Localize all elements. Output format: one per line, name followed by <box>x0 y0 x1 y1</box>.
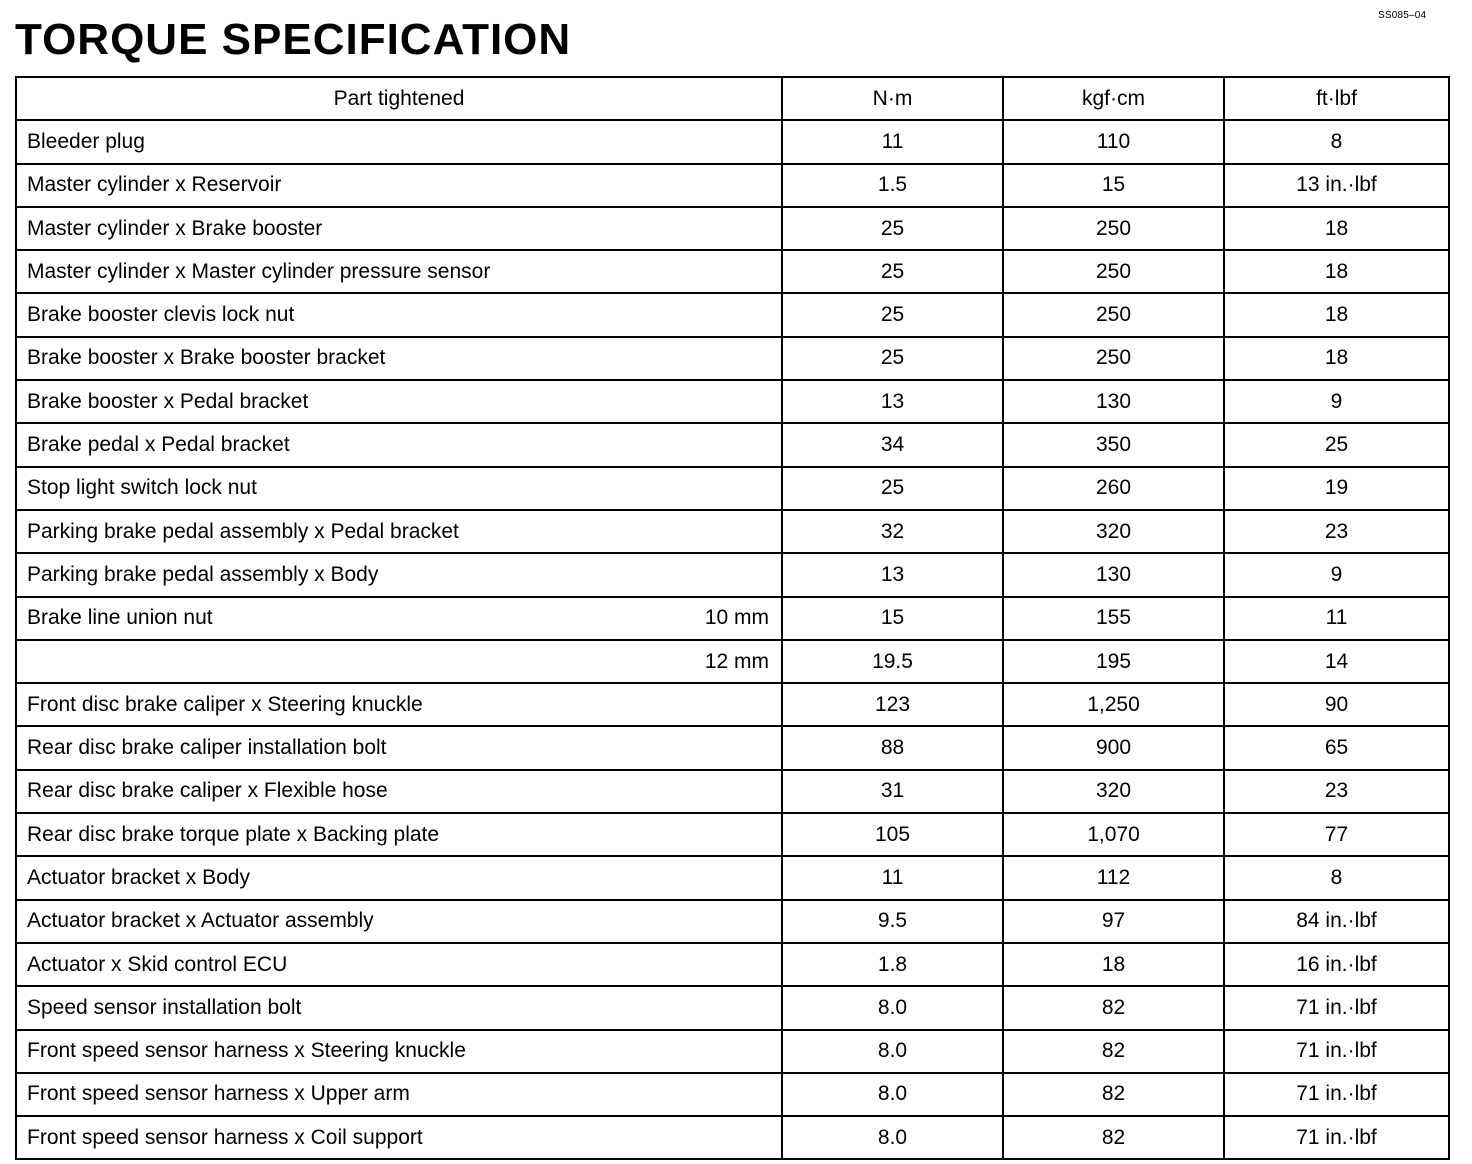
header-ft-lbf: ft·lbf <box>1224 77 1449 120</box>
part-name: Actuator x Skid control ECU <box>27 952 288 976</box>
ft-lbf-value: 23 <box>1224 770 1449 813</box>
table-row <box>16 900 1449 943</box>
table-row <box>16 423 1449 466</box>
kgf-cm-value: 320 <box>1003 510 1224 553</box>
part-cell <box>16 726 782 769</box>
ft-lbf-value: 14 <box>1224 640 1449 683</box>
part-cell <box>16 120 782 163</box>
ft-lbf-value: 8 <box>1224 120 1449 163</box>
newton-meter-value: 11 <box>782 856 1003 899</box>
table-row <box>16 726 1449 769</box>
ft-lbf-value: 18 <box>1224 207 1449 250</box>
table-row <box>16 597 1449 640</box>
part-name: Master cylinder x Master cylinder pressure sensor <box>27 259 491 283</box>
table-row <box>16 640 1449 683</box>
ft-lbf-value: 90 <box>1224 683 1449 726</box>
ft-lbf-value: 77 <box>1224 813 1449 856</box>
kgf-cm-value: 1,250 <box>1003 683 1224 726</box>
table-row <box>16 813 1449 856</box>
table-row <box>16 467 1449 510</box>
newton-meter-value: 25 <box>782 467 1003 510</box>
kgf-cm-value: 15 <box>1003 164 1224 207</box>
kgf-cm-value: 320 <box>1003 770 1224 813</box>
kgf-cm-value: 350 <box>1003 423 1224 466</box>
table-row <box>16 120 1449 163</box>
table-row <box>16 250 1449 293</box>
part-cell <box>16 1030 782 1073</box>
ft-lbf-value: 84 in.·lbf <box>1224 900 1449 943</box>
newton-meter-value: 8.0 <box>782 1030 1003 1073</box>
newton-meter-value: 13 <box>782 380 1003 423</box>
part-cell <box>16 900 782 943</box>
page-title: TORQUE SPECIFICATION <box>15 15 572 64</box>
part-name: Master cylinder x Brake booster <box>27 216 323 240</box>
part-name: Brake line union nut <box>27 606 213 630</box>
part-cell <box>16 683 782 726</box>
newton-meter-value: 25 <box>782 293 1003 336</box>
part-cell <box>16 553 782 596</box>
table-row <box>16 1030 1449 1073</box>
newton-meter-value: 8.0 <box>782 1073 1003 1116</box>
table-body <box>16 120 1449 1159</box>
newton-meter-value: 25 <box>782 337 1003 380</box>
part-cell <box>16 986 782 1029</box>
kgf-cm-value: 260 <box>1003 467 1224 510</box>
part-name: Parking brake pedal assembly x Pedal bracket <box>27 519 459 543</box>
kgf-cm-value: 97 <box>1003 900 1224 943</box>
kgf-cm-value: 900 <box>1003 726 1224 769</box>
kgf-cm-value: 250 <box>1003 293 1224 336</box>
part-cell <box>16 164 782 207</box>
part-name: Front speed sensor harness x Steering knuckle <box>27 1039 466 1063</box>
table-row <box>16 380 1449 423</box>
part-cell <box>16 207 782 250</box>
part-name: Brake booster x Brake booster bracket <box>27 346 386 370</box>
newton-meter-value: 123 <box>782 683 1003 726</box>
header-part-tightened: Part tightened <box>16 77 782 120</box>
part-name: Rear disc brake torque plate x Backing plate <box>27 822 440 846</box>
table-row <box>16 293 1449 336</box>
newton-meter-value: 105 <box>782 813 1003 856</box>
newton-meter-value: 11 <box>782 120 1003 163</box>
ft-lbf-value: 23 <box>1224 510 1449 553</box>
newton-meter-value: 1.5 <box>782 164 1003 207</box>
ft-lbf-value: 18 <box>1224 293 1449 336</box>
newton-meter-value: 8.0 <box>782 1116 1003 1159</box>
ft-lbf-value: 13 in.·lbf <box>1224 164 1449 207</box>
kgf-cm-value: 82 <box>1003 1073 1224 1116</box>
kgf-cm-value: 130 <box>1003 553 1224 596</box>
newton-meter-value: 9.5 <box>782 900 1003 943</box>
table-row <box>16 1116 1449 1159</box>
kgf-cm-value: 1,070 <box>1003 813 1224 856</box>
newton-meter-value: 19.5 <box>782 640 1003 683</box>
part-cell <box>16 1116 782 1159</box>
part-name: Rear disc brake caliper x Flexible hose <box>27 779 388 803</box>
newton-meter-value: 25 <box>782 250 1003 293</box>
ft-lbf-value: 71 in.·lbf <box>1224 1073 1449 1116</box>
document-code: SS085–04 <box>1378 10 1427 21</box>
ft-lbf-value: 71 in.·lbf <box>1224 1030 1449 1073</box>
part-cell <box>16 813 782 856</box>
ft-lbf-value: 19 <box>1224 467 1449 510</box>
table-row <box>16 164 1449 207</box>
table-row <box>16 943 1449 986</box>
header-kgf-cm: kgf·cm <box>1003 77 1224 120</box>
part-name: Rear disc brake caliper installation bolt <box>27 736 387 760</box>
part-name: Speed sensor installation bolt <box>27 995 302 1019</box>
header-newton-meter: N·m <box>782 77 1003 120</box>
ft-lbf-value: 18 <box>1224 337 1449 380</box>
part-cell <box>16 770 782 813</box>
newton-meter-value: 13 <box>782 553 1003 596</box>
kgf-cm-value: 250 <box>1003 250 1224 293</box>
table-header-row <box>16 77 1449 120</box>
part-name: Actuator bracket x Actuator assembly <box>27 909 374 933</box>
kgf-cm-value: 130 <box>1003 380 1224 423</box>
part-cell <box>16 467 782 510</box>
kgf-cm-value: 250 <box>1003 207 1224 250</box>
ft-lbf-value: 11 <box>1224 597 1449 640</box>
newton-meter-value: 88 <box>782 726 1003 769</box>
part-cell <box>16 510 782 553</box>
part-name: Bleeder plug <box>27 129 145 153</box>
kgf-cm-value: 155 <box>1003 597 1224 640</box>
part-name: Brake pedal x Pedal bracket <box>27 433 290 457</box>
torque-spec-table <box>15 76 1450 1160</box>
table-row <box>16 986 1449 1029</box>
ft-lbf-value: 65 <box>1224 726 1449 769</box>
newton-meter-value: 1.8 <box>782 943 1003 986</box>
ft-lbf-value: 16 in.·lbf <box>1224 943 1449 986</box>
part-name: Actuator bracket x Body <box>27 865 250 889</box>
kgf-cm-value: 82 <box>1003 1030 1224 1073</box>
table-row <box>16 510 1449 553</box>
table-row <box>16 553 1449 596</box>
ft-lbf-value: 9 <box>1224 380 1449 423</box>
kgf-cm-value: 82 <box>1003 986 1224 1029</box>
ft-lbf-value: 8 <box>1224 856 1449 899</box>
ft-lbf-value: 71 in.·lbf <box>1224 1116 1449 1159</box>
part-cell <box>16 856 782 899</box>
part-name: Front speed sensor harness x Upper arm <box>27 1082 410 1106</box>
part-size: 10 mm <box>704 606 769 630</box>
part-name: Brake booster clevis lock nut <box>27 303 295 327</box>
part-cell <box>16 1073 782 1116</box>
newton-meter-value: 31 <box>782 770 1003 813</box>
kgf-cm-value: 195 <box>1003 640 1224 683</box>
part-cell <box>16 293 782 336</box>
table-row <box>16 207 1449 250</box>
part-cell <box>16 250 782 293</box>
kgf-cm-value: 250 <box>1003 337 1224 380</box>
part-cell <box>16 423 782 466</box>
newton-meter-value: 8.0 <box>782 986 1003 1029</box>
kgf-cm-value: 18 <box>1003 943 1224 986</box>
table-row <box>16 683 1449 726</box>
table-row <box>16 856 1449 899</box>
ft-lbf-value: 18 <box>1224 250 1449 293</box>
part-cell <box>16 380 782 423</box>
part-cell <box>16 337 782 380</box>
kgf-cm-value: 110 <box>1003 120 1224 163</box>
part-name: Master cylinder x Reservoir <box>27 173 282 197</box>
part-cell <box>16 640 782 683</box>
table-row <box>16 770 1449 813</box>
ft-lbf-value: 25 <box>1224 423 1449 466</box>
part-name: Stop light switch lock nut <box>27 476 257 500</box>
part-name: Front speed sensor harness x Coil support <box>27 1125 423 1149</box>
newton-meter-value: 15 <box>782 597 1003 640</box>
newton-meter-value: 25 <box>782 207 1003 250</box>
part-name: Parking brake pedal assembly x Body <box>27 562 379 586</box>
table-row <box>16 1073 1449 1116</box>
ft-lbf-value: 9 <box>1224 553 1449 596</box>
kgf-cm-value: 112 <box>1003 856 1224 899</box>
ft-lbf-value: 71 in.·lbf <box>1224 986 1449 1029</box>
part-size: 12 mm <box>704 649 769 673</box>
part-cell <box>16 597 782 640</box>
kgf-cm-value: 82 <box>1003 1116 1224 1159</box>
part-name: Front disc brake caliper x Steering knuckle <box>27 692 423 716</box>
part-cell <box>16 943 782 986</box>
newton-meter-value: 32 <box>782 510 1003 553</box>
table-row <box>16 337 1449 380</box>
newton-meter-value: 34 <box>782 423 1003 466</box>
part-name: Brake booster x Pedal bracket <box>27 389 309 413</box>
